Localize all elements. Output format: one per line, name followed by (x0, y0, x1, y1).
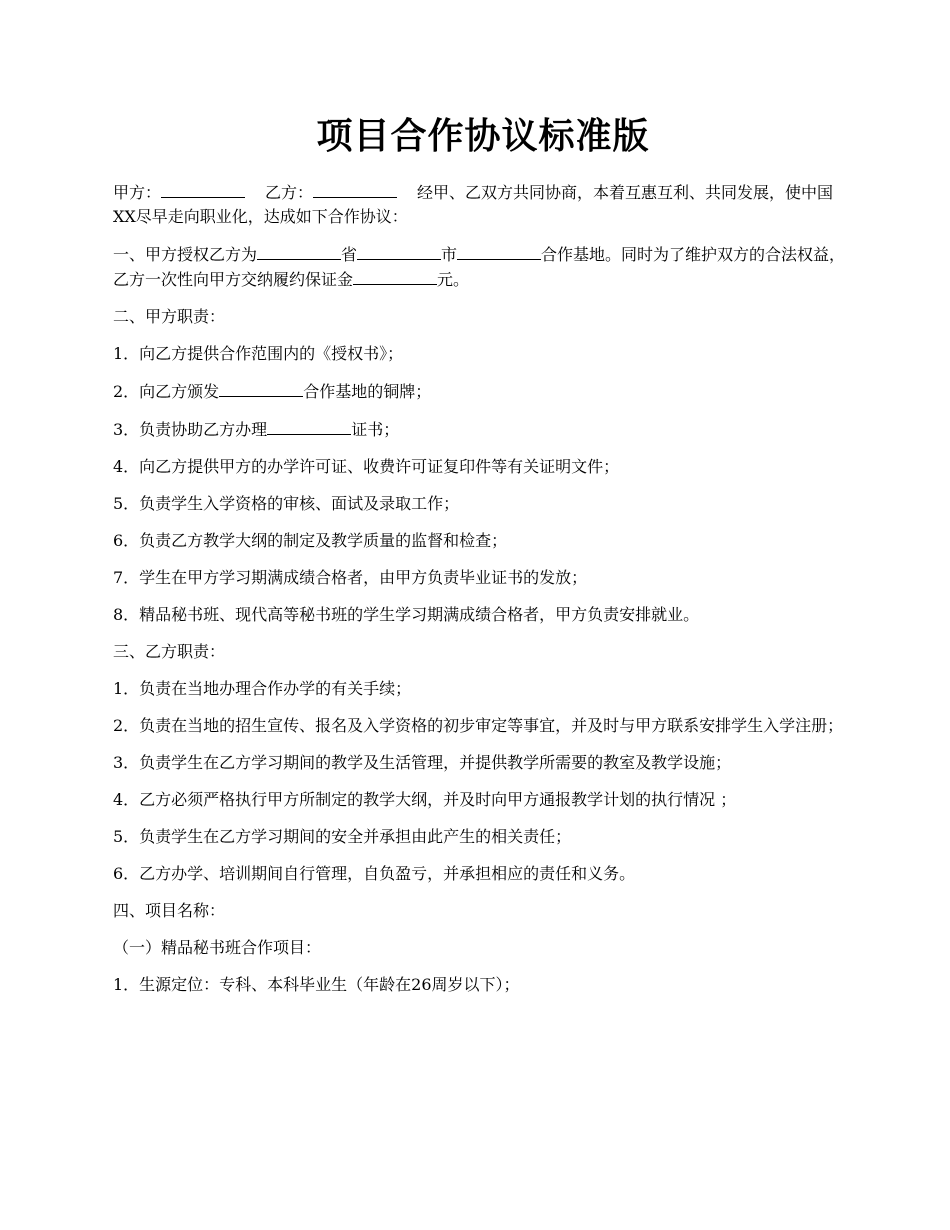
section3-item1: 1．负责在当地办理合作办学的有关手续； (113, 679, 412, 698)
city-label: 市 (441, 245, 458, 264)
party-b-label: 乙方： (265, 183, 314, 202)
section1-mid: 合作基地。同时为了维护双方的合法权益，乙方一次性向甲方交纳履约保证金 (113, 245, 846, 289)
party-b-blank (313, 180, 397, 198)
section3-item6: 6．乙方办学、培训期间自行管理，自负盈亏，并承担相应的责任和义务。 (113, 864, 636, 883)
section2-item7: 7．学生在甲方学习期满成绩合格者，由甲方负责毕业证书的发放； (113, 568, 588, 587)
section2-heading: 二、甲方职责： (113, 307, 226, 326)
certificate-blank (267, 417, 351, 435)
section2-item1: 1．向乙方提供合作范围内的《授权书》； (113, 344, 404, 363)
province-label: 省 (341, 245, 358, 264)
section3-item4: 4．乙方必须严格执行甲方所制定的教学大纲，并及时向甲方通报教学计划的执行情况 ； (113, 790, 737, 809)
section2-item3 (113, 417, 853, 442)
party-a-label: 甲方： (113, 183, 162, 202)
section2-item2 (113, 379, 853, 404)
deposit-blank (353, 267, 437, 285)
section1-prefix: 一、甲方授权乙方为 (113, 245, 258, 264)
section4-item1: 1．生源定位：专科、本科毕业生（年龄在26周岁以下）； (113, 975, 520, 994)
section2-item5: 5．负责学生入学资格的审核、面试及录取工作； (113, 494, 460, 513)
section3-item3: 3．负责学生在乙方学习期间的教学及生活管理，并提供教学所需要的教室及教学设施； (113, 753, 732, 772)
section1-suffix: 元。 (437, 270, 470, 289)
section1-paragraph (113, 242, 853, 292)
intro-text: 经甲、乙双方共同协商，本着互惠互利、共同发展，使中国XX尽早走向职业化，达成如下合作协议： (113, 183, 834, 226)
section3-item5: 5．负责学生在乙方学习期间的安全并承担由此产生的相关责任； (113, 827, 572, 846)
intro-paragraph (113, 180, 853, 229)
section2-item6: 6．负责乙方教学大纲的制定及教学质量的监督和检查； (113, 531, 508, 550)
section3-item2: 2．负责在当地的招生宣传、报名及入学资格的初步审定等事宜，并及时与甲方联系安排学生入学注册； (113, 716, 844, 735)
party-a-blank (161, 180, 245, 198)
base-blank (457, 242, 541, 260)
section2-item2-prefix: 2．向乙方颁发 (113, 382, 220, 401)
plaque-blank (219, 379, 303, 397)
document-page (113, 112, 853, 1010)
document-title: 项目合作协议标准版 (316, 115, 650, 157)
section3-heading: 三、乙方职责： (113, 642, 226, 661)
section4-heading: 四、项目名称： (113, 901, 226, 920)
section2-item2-suffix: 合作基地的铜牌； (303, 382, 432, 401)
section4-sub1: （一）精品秘书班合作项目： (113, 938, 322, 957)
section2-item4: 4．向乙方提供甲方的办学许可证、收费许可证复印件等有关证明文件； (113, 457, 620, 476)
section2-item3-prefix: 3．负责协助乙方办理 (113, 420, 268, 439)
section2-item3-suffix: 证书； (351, 420, 400, 439)
city-blank (357, 242, 441, 260)
province-blank (257, 242, 341, 260)
section2-item8: 8．精品秘书班、现代高等秘书班的学生学习期满成绩合格者，甲方负责安排就业。 (113, 605, 700, 624)
